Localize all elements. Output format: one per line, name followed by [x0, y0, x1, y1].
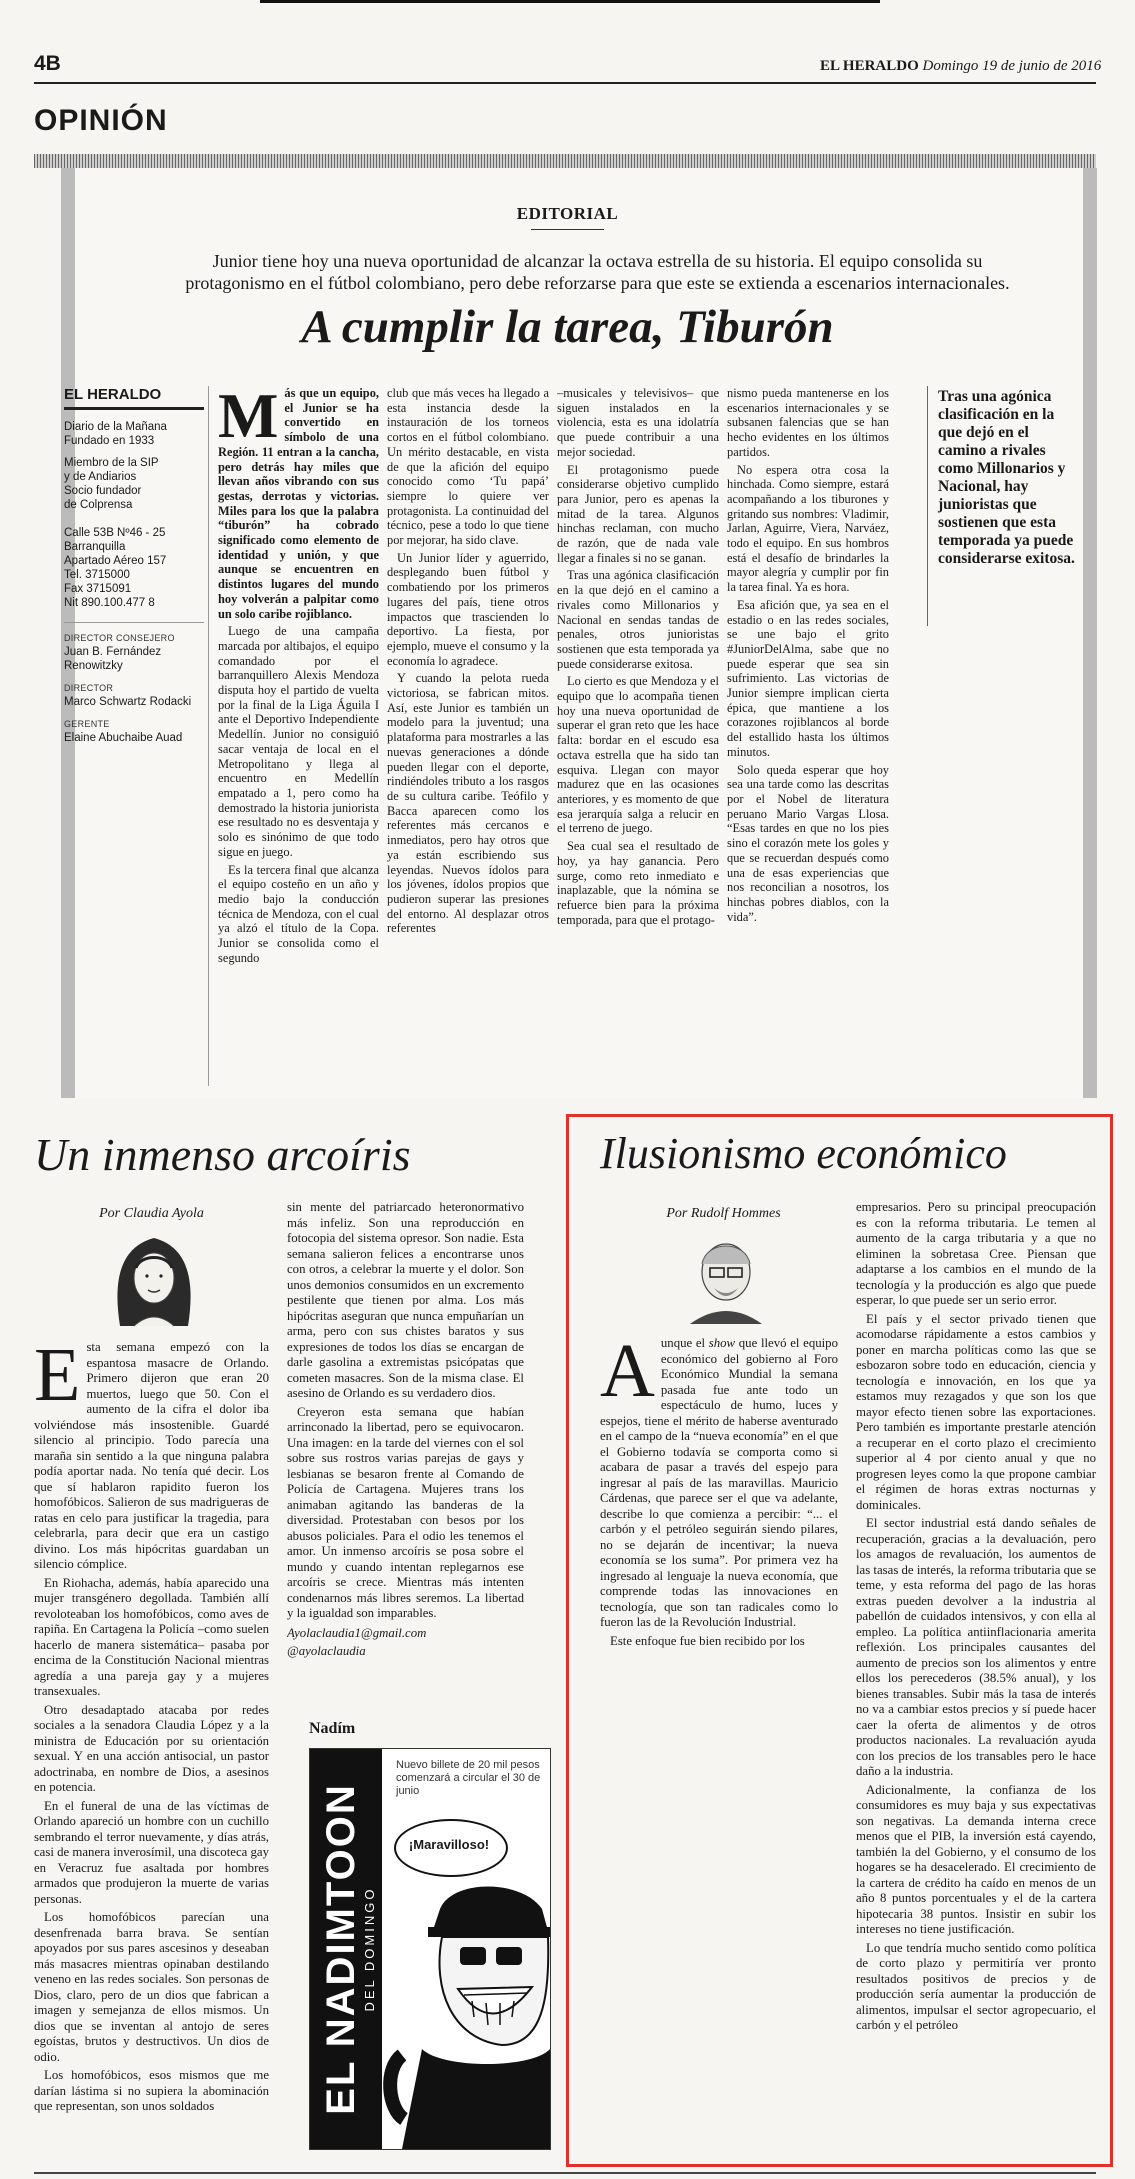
bottom-rule	[34, 2172, 1096, 2174]
masthead	[64, 386, 204, 745]
column-right-byline: Por Rudolf Hommes	[666, 1206, 781, 1221]
editorial-paragraph: club que más veces ha llegado a esta instancia desde la instauración de los torneos cortos en el fútbol colombiano. Un mérito destacable, en vista de que la afición del equipo conocido como ‘Tu papá’ siempre lo quiere ver protagonista. La continuidad del técnico, pese a todo lo que tiene por mejorar, ha sido clave.	[387, 386, 549, 548]
editorial-paragraph: Lo cierto es que Mendoza y el equipo que lo acompaña tienen hoy una nueva oportunidad de superar el gran reto que les hace falta: bordar en el escudo esa octava estrella que ha sido tan esquiva. Llegan con mayor madurez que en las ocasiones anteriores, y es momento de que esa jerarquía salga a relucir en el terreno de juego.	[557, 674, 719, 836]
masthead-line: Tel. 3715000	[64, 569, 130, 581]
masthead-line: Apartado Aéreo 157	[64, 555, 167, 567]
top-rule	[260, 0, 880, 3]
column-paragraph: empresarios. Pero su principal preocupación es con la reforma tributaria. Le temen al aumento de la carga tributaria y a que no eliminen la sobretasa Cree. Piensan que adaptarse a los cambios en el mundo de la tecnología y la producción es algo que puede esperar, lo que puede ser un serio error.	[856, 1200, 1096, 1307]
author-email[interactable]: Ayolaclaudia1@gmail.com	[287, 1625, 427, 1640]
editorial-paragraph: Solo queda esperar que hoy sea una tarde como las descritas por el Nobel de literatura peruano Mario Vargas Llosa. “Esas tardes en que no los pies sino el corazón mete los goles y que se recuerdan después como una de esas experiencias que nos reconcilian a nosotros, los hinchas pobres diablos, con la vida”.	[727, 762, 889, 924]
column-paragraph: Creyeron esta semana que habían arrinconado la libertad, pero se equivocaron. Una imagen: en la tarde del viernes con el sol sobre sus rostros varias parejas de gays y lesbianas se besaron frente al Comando de Policía de Cartagena. Mujeres trans los animaban agitando las banderas de la diversidad. Protestaban con besos por los abusos policiales. Para el odio les tenemos el amor. Un inmenso arcoíris se posa sobre el mundo y cuando intentan replegarnos ese arcoíris se crece. Mientras más intenten condenarnos más libres seremos. La libertad y la igualdad son imparables.	[287, 1404, 524, 1620]
masthead-line: Fax 3715091	[64, 583, 132, 595]
editorial-paragraph: Es la tercera final que alcanza el equipo costeño en un año y medio bajo la conducción técnica de Mendoza, con el cual ya alzó el título de la Copa. Junior se consolida como el segundo	[218, 862, 379, 965]
editorial-pullquote-rule	[927, 386, 928, 626]
cartoon-caption: Nuevo billete de 20 mil pesos comenzará a circular el 30 de junio	[396, 1759, 541, 1797]
column-paragraph: Los homofóbicos parecían una desenfrenada barra brava. Se sentían apoyados por sus pares ascesinos y deseaban más masacres mientras opinaban destilando veneno en las redes sociales. Son personas de Dios, claro, pero de un dios que fabrican a imagen y semejanza de ellos mismos. Un dios que se inventan al antojo de seres egoístas, brutos y destructivos. Un dios de odio.	[34, 1910, 269, 2064]
dropcap: E	[34, 1340, 81, 1417]
dropcap: A	[600, 1336, 655, 1413]
masthead-line: Miembro de la SIP	[64, 457, 159, 469]
editorial-paragraph: nismo pueda mantenerse en los escenarios internacionales y se subsanen falencias que se han hecho evidentes en los últimos partidos.	[727, 386, 889, 459]
column-right-headline: Ilusionismo económico	[600, 1129, 1007, 1178]
date: Domingo 19 de junio de 2016	[922, 58, 1102, 74]
editorial-paragraph: Esa afición que, ya sea en el estadio o en las redes sociales, se une bajo el grito #JuniorDelAlma, sabe que no puede esperar que sea sin sufrimiento. Las victorias de Junior siempre implican cierta épica, que mantiene a los corazones rojiblancos al borde del estallido hasta los últimos minutos.	[727, 597, 889, 759]
italic-word: show	[708, 1336, 736, 1350]
cartoon-panel	[309, 1748, 551, 2150]
column-paragraph: Esta semana empezó con la espantosa masacre de Orlando. Primero dijeron que eran 20 muertos, luego que 50. Con el aumento de la cifra el dolor iba volviéndose más insostenible. Guardé silencio al principio. Todo parecía una maraña sin sentido a la que ninguna palabra podía aportar nada. No tenía qué decir. Los que sí hablaron rapidito fueron los homofóbicos. Salieron de sus madrigueras de ratas en celo para justificar la tragedia, para celebrarla, para decir que era un castigo divino. Los más hipócritas guardaban un silencio cómplice.	[34, 1340, 269, 1571]
column-left-text-2	[287, 1200, 524, 1680]
dropcap: M	[218, 386, 279, 451]
column-left-text-1	[34, 1340, 269, 2155]
editorial-headline: A cumplir la tarea, Tiburón	[301, 301, 834, 353]
cartoon-speech: ¡Maravilloso!	[408, 1837, 490, 1852]
column-paragraph: El sector industrial está dando señales de recuperación, gracias a la devaluación, pero los amagos de revaluación, los aumentos de las tasas de interés, la reforma tributaria que se teme, y esta reforma del pago de las horas extras pueden devolver a la industria al pabellón de cuidados intensivos, y con ella al empleo. La política antiinflacionaria amerita reflexión. Los principales causantes del aumento de precios son los alimentos y entre ellos los perecederos (38.5% anual), y los bienes transables. Subir más la tasa de interés no va a cambiar estos precios y sí puede hacer caer la oferta de alimentos y de otros productos nacionales. La revaluación ayuda con los precios de los transables pero le hace daño a la industria.	[856, 1516, 1096, 1778]
masthead-line: y de Andiarios	[64, 471, 137, 483]
page-number: 4B	[34, 52, 61, 75]
editorial-label: EDITORIAL	[516, 204, 619, 223]
editorial-label-rule	[531, 229, 604, 230]
editorial-column-3	[557, 386, 719, 1086]
column-left-byline: Por Claudia Ayola	[99, 1206, 204, 1221]
director-consejero-label: DIRECTOR CONSEJERO	[64, 633, 175, 643]
editorial-paragraph: Más que un equipo, el Junior se ha convertido en símbolo de una Región. 11 entran a la cancha, pero detrás hay miles que llevan años vibrando con sus gestas, derrotas y victorias. Miles para los que la palabra “tiburón” ha cobrado significado como elemento de identidad y unión, y que aunque se encuentren en distintos lugares del mundo hoy volverán a palpitar como un solo caribe rojiblanco.	[218, 386, 379, 621]
column-paragraph: sin mente del patriarcado heteronormativo más infeliz. Son una reproducción en fotocopia del sistema opresor. Son nadie. Esta semana salieron felices a encontrarse unos con otros, a celebrar la muerte y el dolor. Son unos demonios consumidos en un excremento pestilente que tienen por alma. Los más hipócritas aseguran que nunca empuñarían un arma, pero con sus chistes baratos y sus expresiones de todos los días se encargan de darle gasolina a extremistas psicópatas que cometen masacres. Son de la misma clase. El asesino de Orlando es su verdadero dios.	[287, 1200, 524, 1400]
column-paragraph: Los homofóbicos, esos mismos que me darían lástima si no supiera la abominación que representan, son unos soldados	[34, 2068, 269, 2113]
editorial-paragraph: Y cuando la pelota rueda victoriosa, se fabrican mitos. Así, este Junior es también un modelo para la juventud; una plataforma para mostrarles a las nuevas generaciones a dónde pueden llegar con el deporte, rindiéndoles tributo a los rasgos de su cultura caribe. Teófilo y Bacca aparecen como los referentes más cercanos e inmediatos, pero hay otros que ya están escribiendo sus leyendas. Nuevos ídolos para los jóvenes, ídolos propios que pudieron superar las presiones del entorno. Al desplazar otros referentes	[387, 671, 549, 936]
section-title: OPINIÓN	[34, 104, 168, 137]
masthead-line: Diario de la Mañana	[64, 421, 167, 433]
cartoon-character-drawing	[382, 1869, 550, 2149]
director-label: DIRECTOR	[64, 683, 114, 693]
cartoon-section-label: Nadím	[309, 1720, 356, 1737]
director-consejero: Juan B. Fernández Renowitzky	[64, 646, 162, 672]
column-paragraph: En el funeral de una de las víctimas de Orlando apareció un hombre con un cuchillo sembrando el terror nuevamente, y días atrás, casi de manera inverosímil, una discoteca gay en Veracruz fue asaltada por hombres armados que produjeron la muerte de varias personas.	[34, 1798, 269, 1906]
editorial-paragraph: –musicales y televisivos– que siguen instalados en la violencia, esta es una idolatría que puede contribuir a una mejor sociedad.	[557, 386, 719, 459]
paper-name: EL HERALDO	[820, 58, 919, 74]
masthead-details	[64, 420, 204, 745]
column-paragraph: Otro desadaptado atacaba por redes sociales a la senadora Claudia López y a la ministra de Educación por su orientación sexual. Y en una acción antisocial, un pastor adoctrinaba, en nombre de Dios, a asesinos en potencia.	[34, 1702, 269, 1794]
editorial-paragraph: Luego de una campaña marcada por altibajos, el equipo comandado por el barranquillero Alexis Mendoza disputa hoy el partido de vuelta por la final de la Liga Águila I ante el Deportivo Independiente Medellín. Junior no consiguió sacar ventaja de local en el Metropolitano y llega al encuentro en Medellín empatado a 1, pero como ha demostrado la historia juniorista ese resultado no es desventaja y solo es sinónimo de que todo sigue en juego.	[218, 624, 379, 859]
column-paragraph: El país y el sector privado tienen que acomodarse rápidamente a estos cambios y poner en marcha políticas como las que se esbozaron sobre todo en educación, ciencia y tecnología e innovación, en los que ya estamos muy rezagados y que son los que mayor efecto tienen sobre las exportaciones. Pero también es importante prestarle atención a recuperar en el corto plazo el crecimiento superior al 4 por ciento anual y que no progresen leyes como la que propone cambiar el régimen de horas extras nocturnas y dominicales.	[856, 1311, 1096, 1512]
gerente-label: GERENTE	[64, 719, 110, 729]
column-right-text-1	[600, 1336, 838, 1821]
masthead-line: de Colprensa	[64, 499, 133, 511]
masthead-line: Socio fundador	[64, 485, 142, 497]
author-photo-hommes	[680, 1228, 772, 1324]
column-paragraph: Este enfoque fue bien recibido por los	[610, 1633, 805, 1648]
editorial-paragraph: No espera otra cosa la hinchada. Como siempre, estará acompañando a los tiburones y gritando sus nombres: Vladimir, Jarlan, Aguirre, Viera, Narváez, todo el equipo. En sus hombros está el desafío de brindarles la mayor alegría y cumplir por fin la tarea final. Ya es hora.	[727, 462, 889, 595]
editorial-col-rule	[208, 386, 209, 1086]
cartoon-brand: EL NADIMTOON DEL DOMINGO	[319, 1783, 377, 2115]
column-paragraph: Aunque el show que llevó el equipo económico del gobierno al Foro Económico Mundial la semana pasada fue ante todo un espectáculo de humo, luces y espejos, tiene el mérito de haberse aventurado en el campo de la “nueva economía” en el que el Gobierno todavía se comporta como si acabara de pasar a través del espejo para ingresar al país de las maravillas. Mauricio Cárdenas, que parece ser el que va adelante, describe lo que comienza a percibir: “... el carbón y el petróleo seguirán siendo pilares, no se dejarán de incentivar; la nueva economía se los suma”. Por primera vez ha ingresado al lenguaje la nueva economía, que comprende todas las innovaciones en tecnología, que son tan radicales como lo fueron las de la Revolución Industrial.	[600, 1336, 838, 1629]
masthead-line: Fundado en 1933	[64, 435, 155, 447]
editorial-column-4	[727, 386, 889, 1086]
column-paragraph: En Riohacha, además, había aparecido una mujer transgénero degollada. También allí revoloteaban los homofóbicos, como aves de rapiña. En Cartagena la Policía –como suelen hacerlo de manera sistemática– pasaba por encima de la Constitución Nacional mientras agredía a una pareja gay y a mujeres transexuales.	[34, 1575, 269, 1698]
column-paragraph: Adicionalmente, la confianza de los consumidores es muy baja y sus expectativas son negativas. La demanda interna crece menos que el PIB, la inversión está cayendo, también la del Gobierno, y el consumo de los hogares se ha desacelerado. El crecimiento de la cartera de crédito ha caído en menos de un año 8 puntos porcentuales y el de la cartera hipotecaria 38 puntos. Insistir en subir los intereses no tiene justificación.	[856, 1782, 1096, 1936]
masthead-title: EL HERALDO	[64, 386, 204, 410]
author-handle[interactable]: @ayolaclaudia	[287, 1644, 366, 1658]
editorial-deck: Junior tiene hoy una nueva oportunidad de alcanzar la octava estrella de su historia. El equipo consolida su protagonismo en el fútbol colombiano, pero debe reforzarse para que este se extienda a escenarios internacionales.	[185, 251, 1010, 293]
editorial-pullquote: Tras una agónica clasificación en la que dejó en el camino a rivales como Millonarios y Nacional, hay junioristas que sostienen que esta temporada ya puede considerarse exitosa.	[938, 388, 1075, 567]
column-right-text-2	[856, 1200, 1096, 2160]
header-rule	[34, 82, 1096, 84]
editorial-paragraph: Sea cual sea el resultado de hoy, ya hay ganancia. Pero surge, como reto inmediato e inaplazable, que la nómina se refuerce bien para la próxima temporada, para que el protago-	[557, 839, 719, 927]
masthead-line: Barranquilla	[64, 541, 126, 553]
editorial-paragraph: Tras una agónica clasificación en la que dejó en el camino a rivales como Millonarios y Nacional en sendas tandas de penales, otros junioristas sostienen que esta temporada ya puede considerarse exitosa.	[557, 568, 719, 671]
editorial-column-1	[218, 386, 379, 1086]
section-band	[34, 154, 1096, 168]
editorial-column-2	[387, 386, 549, 1086]
masthead-line: Nit 890.100.477 8	[64, 597, 155, 609]
masthead-line: Calle 53B Nº46 - 25	[64, 527, 166, 539]
column-paragraph: Lo que tendría mucho sentido como política de corto plazo y permitiría ver pronto resultados positivos de precios y de producción sería aumentar la producción de alimentos, impulsar el sector agropecuario, el carbón y el petróleo	[856, 1940, 1096, 2032]
paper-name-dateline	[820, 58, 1101, 75]
director: Marco Schwartz Rodacki	[64, 696, 192, 708]
editorial-paragraph: Un Junior líder y aguerrido, desplegando buen fútbol y combatiendo por los primeros lugares del país, tiene otros impactos que trascienden lo deportivo. La fiesta, por ejemplo, mueve el consumo y la economía lo agradece.	[387, 550, 549, 668]
column-left-headline: Un inmenso arcoíris	[34, 1129, 411, 1180]
author-photo-ayola	[106, 1228, 202, 1328]
editorial-paragraph: El protagonismo puede considerarse objetivo cumplido para Junior, pero es apenas la mitad de la tarea. Algunos hinchas reclaman, con mucho de razón, que de nada vale llegar a finales si no se ganan.	[557, 462, 719, 565]
gerente: Elaine Abuchaibe Auad	[64, 732, 183, 744]
